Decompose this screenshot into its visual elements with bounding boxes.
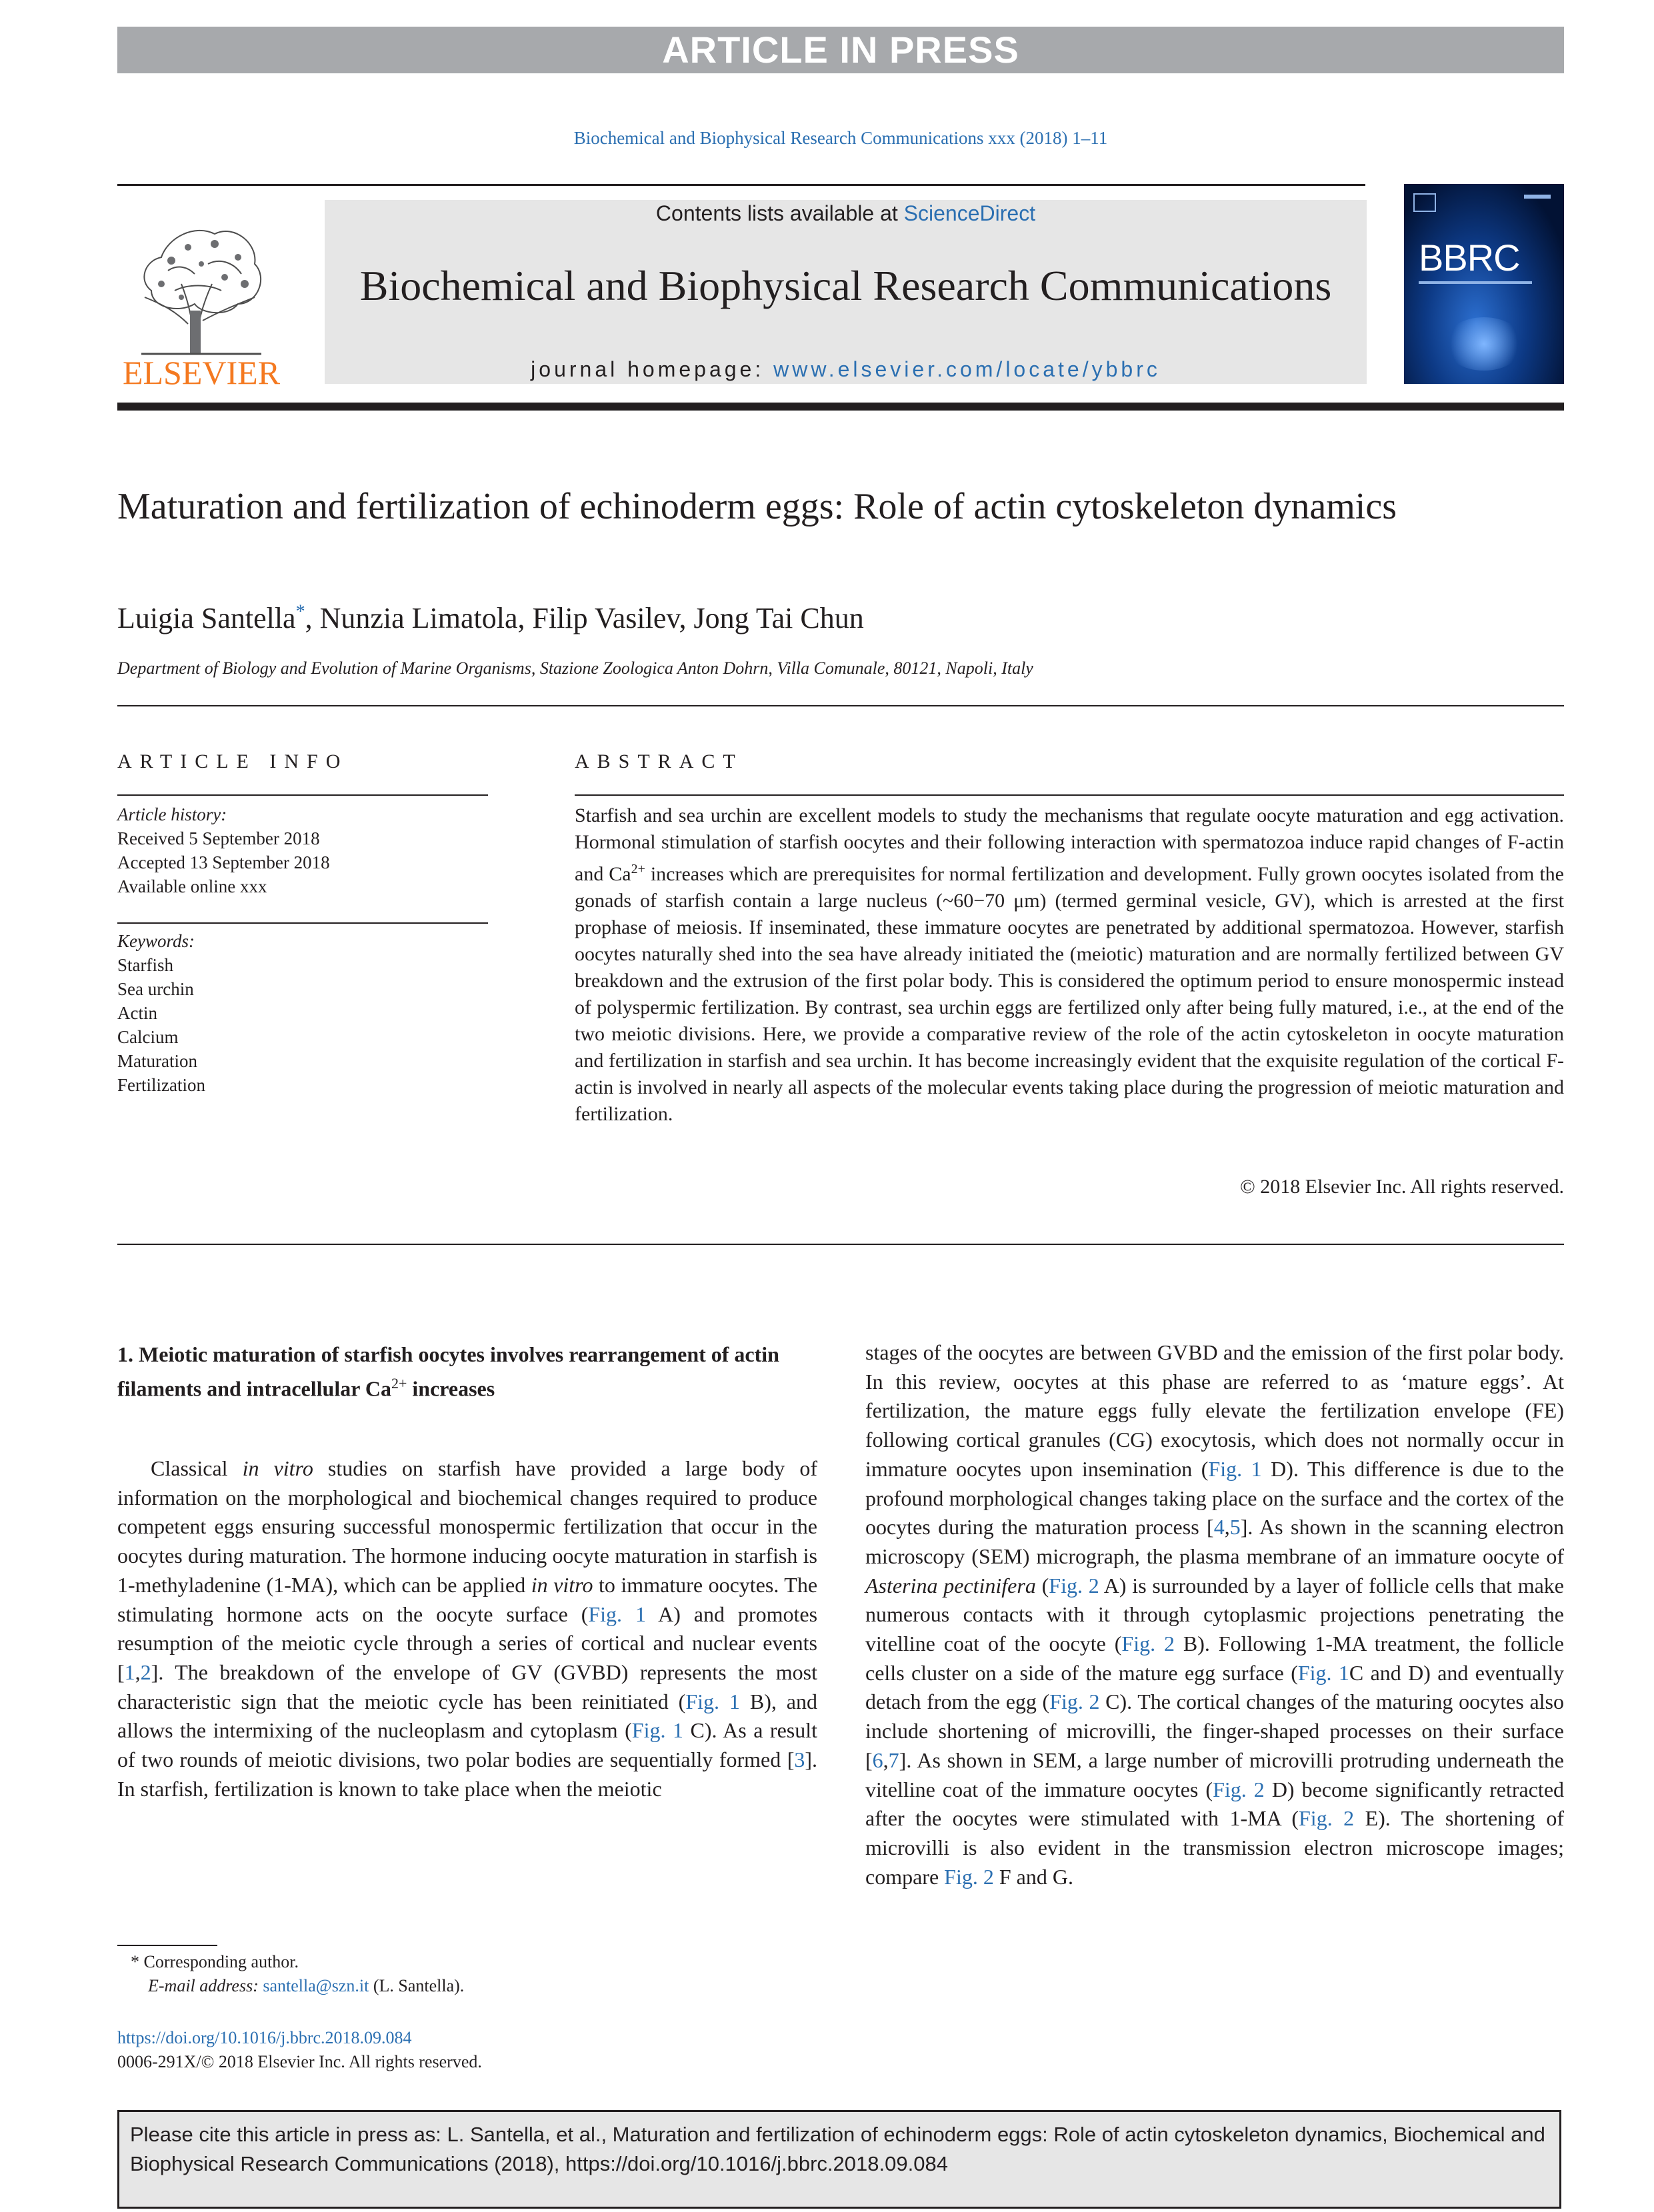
body-column-right: stages of the oocytes are between GVBD and the emission of the first polar body. In this review, oocytes at this phase are referred to as ‘mature eggs’. At fertilization, the mature eggs fully elevate the fertilization envelope (FE) following cortical granules (CG) exocytosis, which does not normally occur in immature oocytes upon insemination (Fig. 1 D). This difference is due to the profound morphological changes taking place on the surface and the cortex of the oocytes during the maturation process [4,5]. As shown in the scanning electron microscopy (SEM) micrograph, the plasma membrane of an immature oocyte of Asterina pectinifera (Fig. 2 A) is surrounded by a layer of follicle cells that make numerous contacts with it through cytoplasmic projections penetrating the vitelline coat of the oocyte (Fig. 2 B). Following 1-MA treatment, the follicle cells cluster on a side of the mature egg surface (Fig. 1C and D) and eventually detach from the egg (Fig. 2 C). The cortical changes of the maturing oocytes also include shortening of microvilli, the finger-shaped processes on their surface [6,7]. As shown in SEM, a large number of microvilli protruding underneath the vitelline coat of the immature oocytes (Fig. 2 D) become significantly retracted after the oocytes were stimulated with 1-MA (Fig. 2 E). The shortening of microvilli is also evident in the transmission electron microscope images; compare Fig. 2 F and G. <box>865 1340 1565 1889</box>
email-label: E-mail address: <box>148 1976 263 1995</box>
contents-prefix: Contents lists available at <box>655 201 904 225</box>
elsevier-tree-icon <box>115 197 288 391</box>
elsevier-logo <box>115 197 288 391</box>
header-top-rule <box>117 184 1365 186</box>
figure-link[interactable]: Fig. 1 <box>631 1718 683 1743</box>
reference-link[interactable]: 2 <box>140 1659 151 1684</box>
keyword: Starfish <box>117 955 173 975</box>
header-thick-rule <box>117 403 1564 411</box>
reference-link[interactable]: 7 <box>888 1747 899 1772</box>
elsevier-wordmark: ELSEVIER <box>122 354 281 391</box>
footnote-mark: * <box>131 1952 139 1971</box>
author-list <box>117 601 864 635</box>
abstract-rule <box>575 794 1564 796</box>
title-divider <box>117 705 1564 706</box>
author-name[interactable]: Luigia Santella <box>117 602 296 634</box>
history-label: Article history: <box>117 804 227 824</box>
article-in-press-banner: ARTICLE IN PRESS <box>117 27 1564 73</box>
history-received: Received 5 September 2018 <box>117 828 320 848</box>
section-heading-end: increases <box>407 1376 495 1401</box>
cover-logo-icon <box>1413 193 1436 212</box>
author-names-rest: , Nunzia Limatola, Filip Vasilev, Jong Tai Chun <box>305 602 864 634</box>
section-heading <box>117 1340 817 1404</box>
history-accepted: Accepted 13 September 2018 <box>117 852 330 872</box>
figure-link[interactable]: Fig. 2 <box>944 1864 994 1889</box>
figure-link[interactable]: Fig. 2 <box>1213 1777 1265 1801</box>
figure-link[interactable]: Fig. 2 <box>1049 1689 1100 1714</box>
keywords <box>117 929 205 1097</box>
abstract-heading: ABSTRACT <box>575 750 743 772</box>
footnote <box>131 1950 464 1998</box>
homepage-prefix: journal homepage: <box>531 357 774 381</box>
body-column-left: Classical in vitro studies on starfish have provided a large body of information on the morphological and biochemical changes required to produce competent eggs ensuring successful monospermic fertilization that occur in the oocytes during maturation. The hormone inducing oocyte maturation in starfish is 1-methyladenine (1-MA), which can be applied in vitro to immature oocytes. The stimulating hormone acts on the oocyte surface (Fig. 1 A) and promotes resumption of the meiotic cycle through a series of cortical and nuclear events [1,2]. The breakdown of the envelope of GV (GVBD) represents the most characteristic sign that the meiotic cycle has been reinitiated (Fig. 1 B), and allows the intermixing of the nucleoplasm and cytoplasm (Fig. 1 C). As a result of two rounds of meiotic divisions, two polar bodies are sequentially formed [3]. In starfish, fertilization is known to take place when the meiotic <box>117 1456 818 1801</box>
email-suffix: (L. Santella). <box>369 1976 465 1995</box>
cover-label-bar <box>1524 195 1551 199</box>
contents-line <box>325 201 1367 226</box>
issn-line: 0006-291X/© 2018 Elsevier Inc. All rights reserved. <box>117 2052 482 2071</box>
article-info-heading: ARTICLE INFO <box>117 750 349 772</box>
cover-subtitle-bar <box>1419 281 1532 284</box>
reference-link[interactable]: 6 <box>872 1747 883 1772</box>
reference-link[interactable]: 5 <box>1229 1515 1241 1540</box>
section-heading-text: 1. Meiotic maturation of starfish oocytes involves rearrangement of actin filaments and intracellular Ca <box>117 1342 779 1401</box>
abstract-copyright: © 2018 Elsevier Inc. All rights reserved. <box>1239 1176 1564 1198</box>
article-title: Maturation and fertilization of echinoderm eggs: Role of actin cytoskeleton dynamics <box>117 486 1397 527</box>
keyword: Calcium <box>117 1027 179 1047</box>
doi-block <box>117 2026 482 2074</box>
figure-link[interactable]: Fig. 2 <box>1049 1573 1099 1598</box>
journal-cover-image <box>1404 184 1564 384</box>
abstract-text <box>575 802 1564 1128</box>
citation-box: Please cite this article in press as: L. Santella, et al., Maturation and fertilization of echinoderm eggs: Role of actin cytoskeleton dynamics, Biochemical and Biophysical Research Communications (2018), https://doi.org/10.1016/j.bbrc.2018.09.084 <box>117 2110 1561 2209</box>
sciencedirect-link[interactable]: ScienceDirect <box>903 201 1036 225</box>
abstract-part: increases which are prerequisites for normal fertilization and development. Fully grown oocytes isolated from the gonads of starfish contain a large nucleus (~60−70 μm) (termed germinal vesicle, GV), which is arrested at the first prophase of meiosis. If inseminated, these immature oocytes are penetrated by additional spermatozoa. However, starfish oocytes naturally shed into the sea have already initiated the (meiotic) maturation and are normally fertilized between GV breakdown and the extrusion of the first polar body. This is considered the optimum period to ensure monospermic instead of polyspermic fertilization. By contrast, sea urchin eggs are fertilized only after being fully matured, i.e., at the end of the two meiotic divisions. Here, we provide a comparative review of the role of the actin cytoskeleton in oocyte maturation and fertilization in starfish and sea urchin. It has become increasingly evident that the exquisite regulation of the cortical F-actin is involved in nearly all aspects of the molecular events taking place during the progression of meiotic maturation and fertilization. <box>575 863 1565 1125</box>
history-online: Available online xxx <box>117 876 267 896</box>
section-heading-sup: 2+ <box>391 1375 407 1392</box>
keyword: Fertilization <box>117 1075 205 1095</box>
footnote-text: Corresponding author. <box>139 1952 299 1971</box>
figure-link[interactable]: Fig. 1 <box>685 1689 740 1713</box>
abstract-sup: 2+ <box>631 862 645 876</box>
journal-reference[interactable]: Biochemical and Biophysical Research Communications xxx (2018) 1–11 <box>573 128 1108 148</box>
affiliation: Department of Biology and Evolution of Marine Organisms, Stazione Zoologica Anton Dohrn, Villa Comunale, 80121, Napoli, Italy <box>117 658 1033 678</box>
article-info-rule <box>117 794 488 796</box>
figure-link[interactable]: Fig. 1 <box>1208 1456 1262 1481</box>
abstract-divider <box>117 1244 1564 1245</box>
corresponding-author-mark[interactable]: * <box>295 601 305 622</box>
figure-link[interactable]: Fig. 2 <box>1299 1806 1355 1831</box>
cover-glow <box>1444 317 1524 371</box>
abstract-part: Starfish and sea urchin are excellent models to study the mechanisms that regulate oocyte maturation and egg activation. Hormonal stimulation of starfish oocytes and their following interaction with spermatozoa induce rapid changes of F-actin and Ca <box>575 804 1564 885</box>
reference-link[interactable]: 1 <box>124 1659 135 1684</box>
journal-title: Biochemical and Biophysical Research Communications <box>359 262 1332 309</box>
article-history <box>117 802 330 898</box>
reference-link[interactable]: 3 <box>794 1747 805 1772</box>
reference-link[interactable]: 4 <box>1213 1515 1225 1540</box>
homepage-link[interactable]: www.elsevier.com/locate/ybbrc <box>773 357 1161 381</box>
homepage-line <box>325 357 1367 382</box>
footnote-rule <box>117 1945 217 1946</box>
keyword: Sea urchin <box>117 979 194 999</box>
doi-link[interactable]: https://doi.org/10.1016/j.bbrc.2018.09.084 <box>117 2028 412 2047</box>
figure-link[interactable]: Fig. 1 <box>1297 1660 1349 1685</box>
figure-link[interactable]: Fig. 2 <box>1121 1632 1175 1656</box>
keyword: Actin <box>117 1003 157 1023</box>
keywords-rule <box>117 922 488 924</box>
figure-link[interactable]: Fig. 1 <box>588 1602 646 1626</box>
cover-title: BBRC <box>1419 237 1520 279</box>
email-link[interactable]: santella@szn.it <box>263 1976 369 1995</box>
keywords-label: Keywords: <box>117 931 195 951</box>
keyword: Maturation <box>117 1051 197 1071</box>
